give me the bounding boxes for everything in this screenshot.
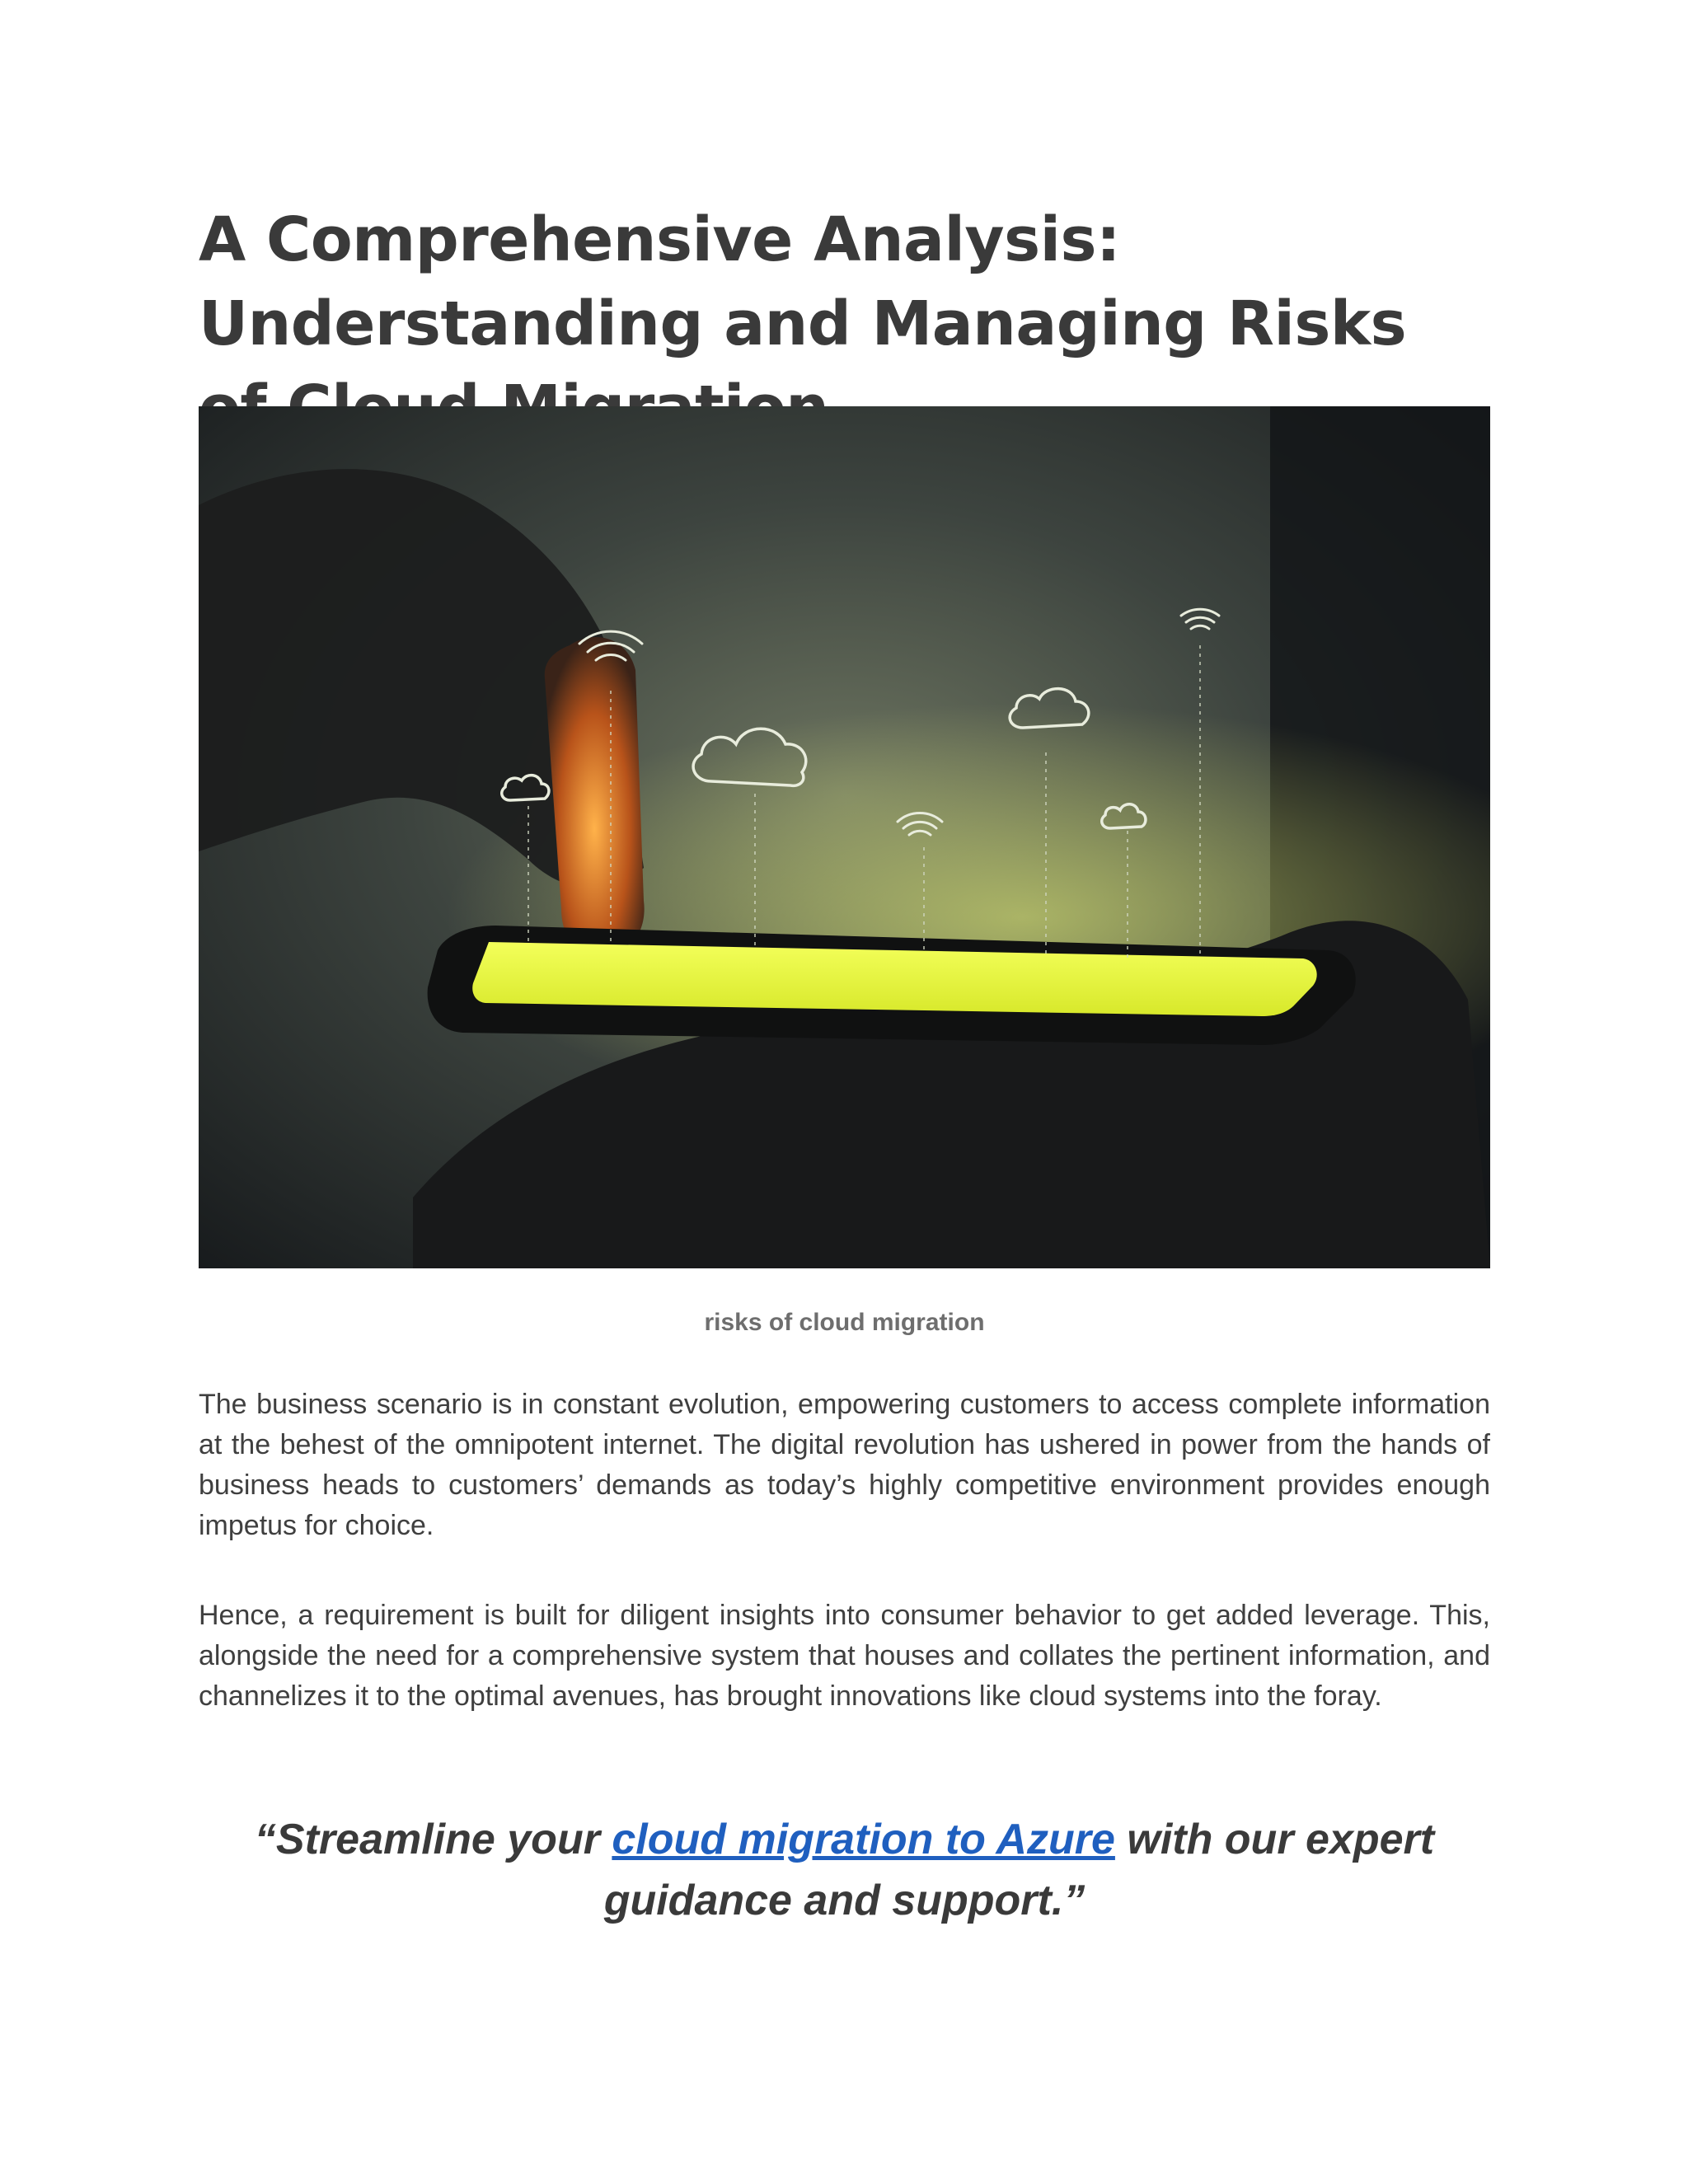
quote-text-after: with our expert guidance and support.”	[603, 1816, 1435, 1924]
azure-migration-link[interactable]: cloud migration to Azure	[612, 1816, 1115, 1863]
paragraph-2: Hence, a requirement is built for diligent insights into consumer behavior to get added leverage. This, alongside the need for a comprehensive system that houses and collates the pertinent information, and channelizes it to the optimal avenues, has brought innovations like cloud systems into the foray.	[199, 1600, 1490, 1712]
paragraph-1: The business scenario is in constant evolution, empowering customers to access complete information at the behest of the omnipotent internet. The digital revolution has ushered in power from the hands of business heads to customers’ demands as today’s highly competitive environment provides enough impetus for choice.	[199, 1389, 1490, 1541]
hero-image	[199, 406, 1490, 1268]
quote-text-before: “Streamline your	[254, 1816, 612, 1863]
image-caption: risks of cloud migration	[704, 1309, 985, 1336]
article-title: A Comprehensive Analysis: Understanding and Managing Risks	[199, 204, 1407, 359]
cta-quote	[199, 1809, 1490, 1931]
